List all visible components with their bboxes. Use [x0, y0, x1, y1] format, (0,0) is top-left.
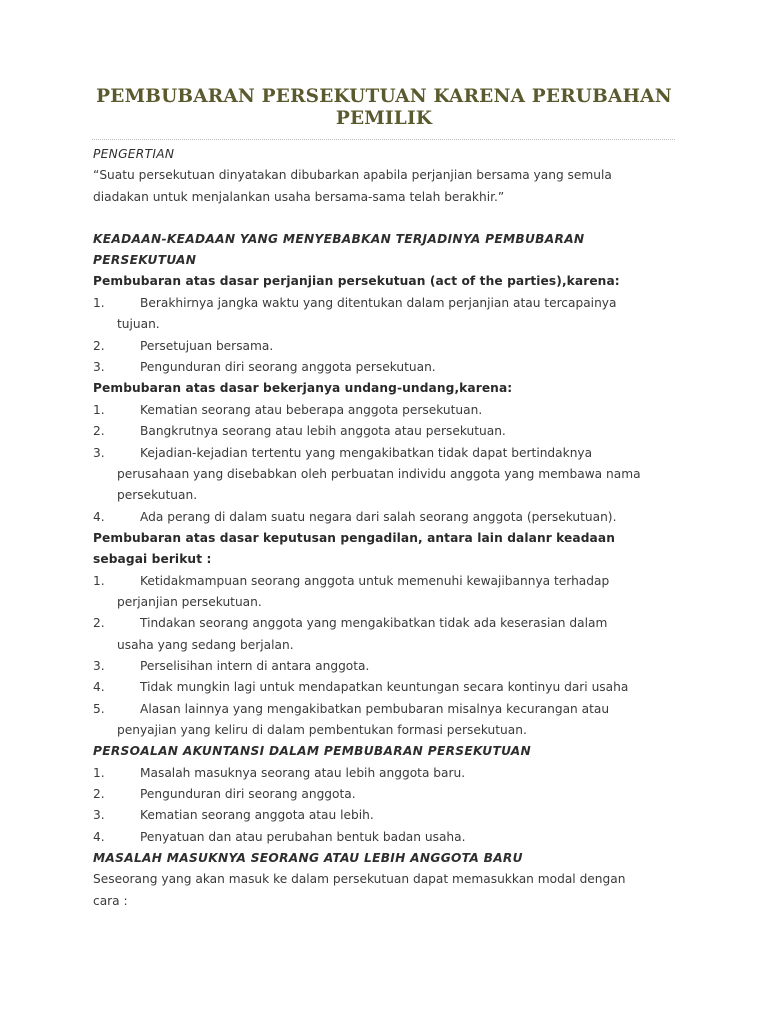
document-page: PEMBUBARAN PERSEKUTUAN KARENA PERUBAHAN PEMILIK PENGERTIAN “Suatu persekutuan dinyatakan dibubarkan apabila perjanjian bersama yang semula diadakan untuk menjalankan usaha bersama-sama telah berakhir.” KEADAAN-KEADAAN YANG MENYEBABKAN TERJADINYA PEMBUBARAN PERSEKUTUAN Pembubaran atas dasar perjanjian persekutuan (act of the parties),karena: 1. Berakhirnya jangka waktu yang ditentukan dalam perjanjian atau tercapainya tujuan. 2. Persetujuan bersama. 3. Pengunduran diri seorang anggota persekutuan. Pembubaran atas dasar bekerjanya undang-undang,karena: 1. Kematian seorang atau beberapa anggota persekutuan. 2. Bangkrutnya seorang atau lebih anggota atau persekutuan. 3. Kejadian-kejadian tertentu yang mengakibatkan tidak dapat bertindaknya perusahaan yang disebabkan oleh perbuatan individu anggota yang membawa nama persekutuan. 4. Ada perang di dalam suatu negara dari salah seorang anggota (persekutuan). Pembubaran atas dasar keputusan pengadilan, antara lain dalanr keadaan sebagai berikut : 1. Ketidakmampuan seorang anggota untuk memenuhi kewajibannya terhadap perjanjian persekutuan. 2. Tindakan seorang anggota yang mengakibatkan tidak ada keserasian dalam usaha yang sedang berjalan. 3. Perselisihan intern di antara anggota. 4. Tidak mungkin lagi untuk mendapatkan keuntungan secara kontinyu dari usaha 5. Alasan lainnya yang mengakibatkan pembubaran misalnya kecurangan atau penyajian yang keliru di dalam pembentukan formasi persekutuan. PERSOALAN AKUNTANSI DALAM PEMBUBARAN PERSEKUTUAN 1. Masalah masuknya seorang atau lebih anggota baru. 2. Pengunduran diri seorang anggota. 3. Kematian seorang anggota atau lebih. 4. Penyatuan dan atau perubahan bentuk badan usaha. MASALAH MASUKNYA SEORANG ATAU LEBIH ANGGOTA BARU Seseorang yang akan masuk ke dalam persekutuan dapat memasukkan modal dengan cara : [0, 0, 768, 1024]
title-divider [92, 139, 675, 140]
document-title [80, 86, 688, 130]
title-line-1: PEMBUBARAN PERSEKUTUAN KARENA PERUBAHAN [96, 86, 672, 107]
title-line-2: PEMILIK [335, 108, 433, 129]
